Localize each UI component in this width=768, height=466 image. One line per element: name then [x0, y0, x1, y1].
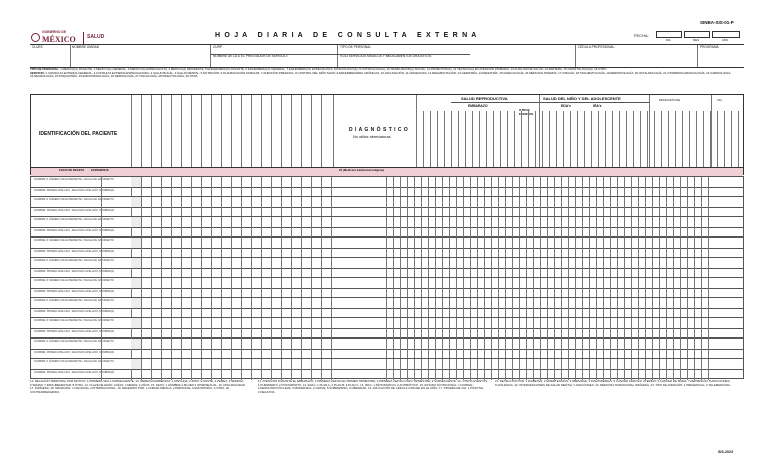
- form-version: SIS-2023: [718, 450, 733, 454]
- instructions-block: [30, 68, 744, 92]
- nombre-unidad-label: NOMBRE UNIDAD: [72, 45, 100, 49]
- table-row[interactable]: [30, 297, 744, 318]
- table-row[interactable]: [30, 277, 744, 298]
- row-name-label: NOMBRE: PRIMER APELLIDO, SEGUNDO APELLIDO, NOMBRE(S): [34, 249, 115, 253]
- row-patient-label: NOMBRE O NÚMERO DE EXPEDIENTE / FECHA DE NACIMIENTO: [34, 238, 114, 242]
- day-caption: DIA: [666, 37, 671, 42]
- unit-row: [30, 44, 744, 68]
- table-row[interactable]: [30, 237, 744, 258]
- logo-divider: [83, 32, 84, 44]
- table-row[interactable]: [30, 317, 744, 338]
- tipo-personal-label: TIPO DE PERSONAL: [340, 45, 371, 49]
- date-fields: [656, 31, 742, 40]
- row-patient-label: NOMBRE O NÚMERO DE EXPEDIENTE / FECHA DE NACIMIENTO: [34, 218, 114, 222]
- row-patient-label: NOMBRE O NÚMERO DE EXPEDIENTE / FECHA DE NACIMIENTO: [34, 198, 114, 202]
- table-row[interactable]: [30, 358, 744, 379]
- footer-col-1: 12. RELACIÓN TEMPORAL POR MOTIVO: 1.PRIMERA VEZ 2.SUBSECUENTE. 13. DERECHOHABIENCIA: 1.NINGUNA; 2.IMSS; 3.ISSSTE; 4.PEMEX; 5.SEDENA; 6.SEMAR; 7.IMSS-BIENESTAR; 8.OTRA. 14. CLAVE DE EDAD: 0.DÍAS; 1.MESES; 2.AÑOS. 15. SEXO: 1.HOMBRE 2.MUJER 3.INTERSEXUAL. 16. DISCAPACIDAD. 17. INDÍGENA. 18. MIGRANTE: 1.NACIONAL 2.INTERNACIONAL. 19. REFERIDO POR: 1.UNIDAD MÉDICA; 2.PERSONAL COMUNITARIO; 3.OTRA. 20. CONTRARREFERIDO.: [30, 379, 246, 394]
- edas-heading: EDA's: [561, 104, 571, 108]
- form-code: SINBA-SIS-01-P: [700, 20, 734, 25]
- curp-label: CURP: [213, 45, 223, 49]
- row-name-label: NOMBRE: PRIMER APELLIDO, SEGUNDO APELLIDO, NOMBRE(S): [34, 209, 115, 213]
- fecha-label: FECHA:: [634, 33, 649, 38]
- deteccion-heading: DETECCIÓN DE: [659, 98, 681, 102]
- row-name-label: NOMBRE: PRIMER APELLIDO, SEGUNDO APELLIDO, NOMBRE(S): [34, 269, 115, 273]
- footer-col-3: 21. DETECCIÓN POR: 1.DIABETES; 2.HIPERTENSIÓN; 3.OBESIDAD; 4.DISLIPIDEMIAS; 5.CÁNCER CÉRVICO UTERINO; 6.CÁNCER DE MAMA; 7.DEPRESIÓN; 8.ADICCIONES; 9.VIOLENCIA. 22. INTERVENCIONES DE SALUD MENTAL Y ADICCIONES. 23. MEDICINA TRADICIONAL INDÍGENA. 24. TIPO DE ATENCIÓN: 1.PRESENCIAL; 2.TELEMEDICINA.: [495, 379, 731, 387]
- identificacion-heading: IDENTIFICACIÓN DEL PACIENTE: [39, 131, 118, 137]
- code-strip: [31, 167, 743, 176]
- iras-heading: IRA's: [593, 104, 602, 108]
- logo-gobierno-text: GOBIERNO DE: [42, 30, 67, 34]
- servicio-title: SERVICIO:: [30, 70, 45, 75]
- no-abreviaturas-note: No utilice abreviaturas: [353, 135, 391, 139]
- row-patient-label: NOMBRE O NÚMERO DE EXPEDIENTE / FECHA DE NACIMIENTO: [34, 279, 114, 282]
- footer-col-2: 11. ATENCIÓN DURANTE EL EMBARAZO: 1.PRIMERA VEZ EN EL PRIMER TRIMESTRE; 2.PRIMERA VEZ EN OTRO TRIMESTRE; 3.SUBSECUENTE. 12. OTROS EVENTOS: 1.PUERPERIO; 2.POSTABORTO. 13. EDA's: 1.PLAN A; 2.PLAN B; 3.PLAN C. 14. IRA's: 1.SÍNTOMATICO; 2.ANTIBIÓTICO. 15. ESTADO NUTRICIONAL: 1.NORMAL; 2.DESNUTRICIÓN LEVE; 3.MODERADA; 4.GRAVE; 5.SOBREPESO; 6.OBESIDAD. 16. APLICACIÓN DE CÉDULA CÁNCER EN EL NIÑO. 17. PRUEBA DE VIH: 1.POSITIVA; 2.NEGATIVA.: [258, 379, 488, 394]
- expediente-label: EXPEDIENTE: [91, 168, 109, 172]
- clues-label: CLUES: [32, 45, 43, 49]
- logo-salud-text: SALUD: [87, 34, 105, 40]
- row-name-label: NOMBRE: PRIMER APELLIDO, SEGUNDO APELLIDO, NOMBRE(S): [34, 310, 115, 314]
- salud-reproductiva-heading: SALUD REPRODUCTIVA: [461, 96, 508, 101]
- table-row[interactable]: [30, 338, 744, 359]
- table-row[interactable]: [30, 196, 744, 217]
- row-name-label: NOMBRE: PRIMER APELLIDO, SEGUNDO APELLIDO, NOMBRE(S): [34, 189, 115, 192]
- year-caption: AÑO: [722, 37, 729, 42]
- row-patient-label: NOMBRE O NÚMERO DE EXPEDIENTE / FECHA DE NACIMIENTO: [34, 299, 114, 303]
- tipo-personal-text: 1.MÉDICO(A) PASANTE; 2.MÉDICO(A) GENERAL; 3.MÉDICO(A) ESPECIALISTA; 4.MÉDICO(A) RESIDENTE; 5.ENFERMERA(O) PASANTE; 6.ENFERMERA(O) GENERAL; 7.ENFERMERA(O) ESPECIALISTA; 8.PSICÓLOGO(A); 9.NUTRIÓLOGO(A); 10.TRABAJADOR(A) SOCIAL; 11.PROMOTOR(A); 12.TÉCNICO(A) EN ATENCIÓN PRIMARIA; 13.AUXILIAR DE SALUD; 14.PARTERA; 15.ODONTÓLOGO(A); 16.OTRO: [60, 68, 607, 71]
- month-field[interactable]: [684, 31, 710, 38]
- tipo-personal-title: TIPO DE PERSONAL:: [30, 68, 60, 71]
- servicio-text: 1.CONSULTA EXTERNA GENERAL; 2.CONSULTA EXTERNA ESPECIALIZADA; 3.SALUD BUCAL; 4.SALUD MENTAL; 5.NUTRICIÓN; 6.PLANIFICACIÓN FAMILIAR; 7.ATENCIÓN PRENATAL; 8.CONTROL DEL NIÑO SANO; 9.ENFERMEDADES CRÓNICAS; 10.VACUNACIÓN; 11.URGENCIAS; 12.REHABILITACIÓN; 13.GERIATRÍA; 14.PEDIATRÍA; 15.GINECOLOGÍA; 16.MEDICINA INTERNA; 17.CIRUGÍA; 18.TRAUMATOLOGÍA; 19.DERMATOLOGÍA; 20.OFTALMOLOGÍA; 21.OTORRINOLARINGOLOGÍA; 22.CARDIOLOGÍA; 23.NEUROLOGÍA; 24.PSIQUIATRÍA; 25.ENDOCRINOLOGÍA; 26.NEFROLOGÍA; 27.ONCOLOGÍA; 28.INFECTOLOGÍA; 29.OTRA: [30, 70, 731, 78]
- table-row[interactable]: [30, 257, 744, 278]
- programa-label: PROGRAMA: [700, 45, 719, 49]
- day-field[interactable]: [656, 31, 682, 38]
- row-patient-label: NOMBRE O NÚMERO DE EXPEDIENTE / FECHA DE NACIMIENTO: [34, 178, 114, 181]
- vih-heading: VIH: [717, 98, 722, 102]
- row-name-label: NOMBRE: PRIMER APELLIDO, SEGUNDO APELLIDO, NOMBRE(S): [34, 290, 115, 293]
- eagle-seal-icon: [31, 33, 40, 42]
- row-patient-label: NOMBRE O NÚMERO DE EXPEDIENTE / FECHA DE NACIMIENTO: [34, 258, 114, 262]
- nombre-prestador-label: NOMBRE DE LA O EL PRESTADOR DE SERVICIO:: [213, 54, 288, 58]
- page-title: H O J A D I A R I A D E C O N S U L T A E X T E R N A: [215, 32, 478, 39]
- row-name-label: NOMBRE: PRIMER APELLIDO, SEGUNDO APELLIDO, NOMBRE(S): [34, 229, 115, 233]
- row-name-label: NOMBRE: PRIMER APELLIDO, SEGUNDO APELLIDO, NOMBRE(S): [34, 350, 115, 354]
- table-row[interactable]: [30, 216, 744, 237]
- right-column-headers: [416, 108, 745, 167]
- diagnostico-heading: D I A G N Ó S T I C O: [349, 127, 409, 133]
- otros-eventos-heading: OTROS EVENTOS: [519, 108, 534, 116]
- row-patient-label: NOMBRE O NÚMERO DE EXPEDIENTE / FECHA DE NACIMIENTO: [34, 319, 114, 323]
- folio-label: FOLIO DE RECETA: [59, 168, 85, 172]
- salud-nino-heading: SALUD DEL NIÑO Y DEL ADOLESCENTE: [543, 96, 621, 101]
- table-header: [30, 94, 744, 175]
- month-caption: MES: [693, 37, 700, 42]
- row-patient-label: NOMBRE O NÚMERO DE EXPEDIENTE / FECHA DE NACIMIENTO: [34, 339, 114, 343]
- embarazo-heading: EMBARAZO: [468, 104, 488, 108]
- codigo-label: 23 (Medicina tradicional indígena): [339, 168, 384, 172]
- left-column-headers: [131, 95, 333, 167]
- servicios-gratuitos-label: 9.013 SERVICIOS MÉDICOS Y MEDICAMENTOS GRATUITOS:: [340, 54, 432, 58]
- year-field[interactable]: [712, 31, 740, 38]
- row-patient-label: NOMBRE O NÚMERO DE EXPEDIENTE / FECHA DE NACIMIENTO: [34, 359, 114, 363]
- cedula-label: CÉDULA PROFESIONAL:: [578, 45, 616, 49]
- logo-mexico-text: MÉXICO: [42, 34, 76, 44]
- row-name-label: NOMBRE: PRIMER APELLIDO, SEGUNDO APELLIDO, NOMBRE(S): [34, 370, 115, 374]
- table-row[interactable]: [30, 176, 744, 197]
- row-name-label: NOMBRE: PRIMER APELLIDO, SEGUNDO APELLIDO, NOMBRE(S): [34, 330, 115, 334]
